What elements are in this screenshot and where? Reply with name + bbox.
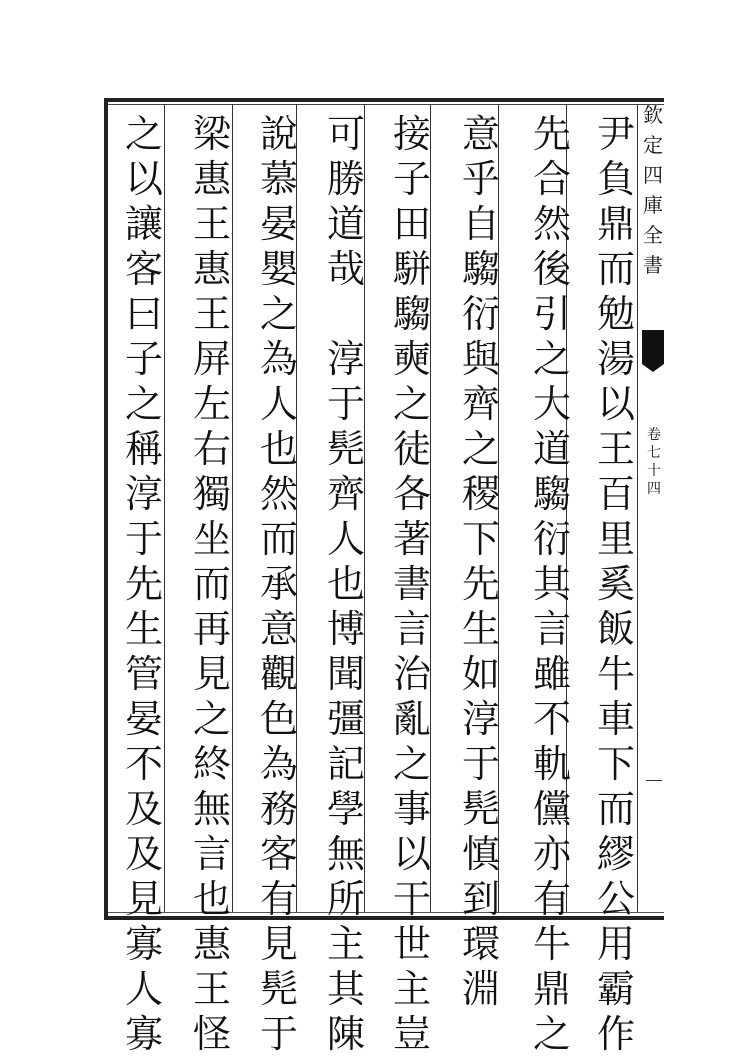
- glyph: 後: [532, 247, 571, 291]
- glyph: 左: [192, 382, 231, 426]
- margin-juan-number: [646, 426, 662, 498]
- glyph: 坐: [192, 517, 231, 561]
- glyph: 合: [532, 157, 571, 201]
- glyph: 右: [192, 427, 231, 471]
- glyph: 下: [461, 517, 500, 561]
- glyph: 慕: [259, 157, 298, 201]
- glyph: 用: [596, 922, 635, 966]
- margin-title-glyph: 全: [643, 223, 663, 247]
- glyph: 尹: [596, 112, 635, 156]
- glyph: 人: [326, 517, 365, 561]
- text-column-2: [524, 112, 580, 1057]
- glyph: 著: [392, 517, 431, 561]
- glyph: 各: [392, 472, 431, 516]
- glyph: 之: [392, 382, 431, 426]
- margin-title-glyph: 定: [643, 133, 663, 157]
- text-column-7: [184, 112, 240, 1057]
- glyph: 于: [124, 517, 163, 561]
- glyph: 之: [532, 337, 571, 381]
- glyph: 湯: [596, 337, 635, 381]
- glyph: 到: [461, 877, 500, 921]
- glyph: 記: [326, 742, 365, 786]
- glyph: 于: [461, 742, 500, 786]
- glyph: 霸: [596, 967, 635, 1011]
- glyph: 人: [124, 967, 163, 1011]
- glyph: 寡: [124, 922, 163, 966]
- glyph: 言: [192, 832, 231, 876]
- glyph: 齊: [461, 382, 500, 426]
- margin-juan-glyph: 十: [647, 463, 661, 479]
- text-column-6: [251, 112, 307, 1057]
- glyph: 惠: [192, 157, 231, 201]
- glyph: 彊: [326, 697, 365, 741]
- glyph: 嬰: [259, 247, 298, 291]
- glyph: 也: [192, 877, 231, 921]
- glyph: 下: [596, 742, 635, 786]
- lower-fishtail-mark: [646, 780, 662, 781]
- glyph: 之: [124, 382, 163, 426]
- glyph: 意: [461, 112, 500, 156]
- glyph: 勉: [596, 292, 635, 336]
- glyph: 稱: [124, 427, 163, 471]
- glyph: 淳: [124, 472, 163, 516]
- glyph: 先: [532, 112, 571, 156]
- glyph: 無: [326, 832, 365, 876]
- frame-left-border: [104, 98, 108, 920]
- margin-juan-glyph: 卷: [647, 427, 661, 443]
- glyph: 之: [461, 427, 500, 471]
- glyph: 再: [192, 607, 231, 651]
- glyph: 繆: [596, 832, 635, 876]
- glyph: 事: [392, 787, 431, 831]
- glyph: 博: [326, 607, 365, 651]
- glyph: 及: [124, 787, 163, 831]
- glyph: 為: [259, 337, 298, 381]
- glyph: 然: [532, 202, 571, 246]
- glyph: 作: [596, 1012, 635, 1056]
- glyph: 王: [192, 202, 231, 246]
- glyph: 然: [259, 472, 298, 516]
- glyph: 齊: [326, 472, 365, 516]
- glyph: 于: [259, 1012, 298, 1056]
- glyph: 髡: [461, 787, 500, 831]
- glyph: 儻: [532, 787, 571, 831]
- glyph: 衍: [461, 292, 500, 336]
- glyph: 王: [596, 427, 635, 471]
- margin-book-title: [642, 100, 664, 280]
- glyph: 有: [259, 877, 298, 921]
- glyph: 陳: [326, 1012, 365, 1056]
- glyph: 而: [596, 247, 635, 291]
- glyph: 所: [326, 877, 365, 921]
- glyph: 承: [259, 562, 298, 606]
- glyph: 奚: [596, 562, 635, 606]
- glyph: 言: [532, 607, 571, 651]
- glyph: 自: [461, 202, 500, 246]
- glyph: 不: [532, 697, 571, 741]
- glyph: 乎: [461, 157, 500, 201]
- glyph: 先: [461, 562, 500, 606]
- glyph: 曰: [124, 292, 163, 336]
- glyph: 王: [192, 292, 231, 336]
- glyph: 公: [596, 877, 635, 921]
- glyph: 衍: [532, 517, 571, 561]
- glyph: 百: [596, 472, 635, 516]
- glyph: 之: [532, 1012, 571, 1056]
- glyph: 屏: [192, 337, 231, 381]
- margin-title-glyph: 四: [643, 163, 663, 187]
- glyph: 雖: [532, 652, 571, 696]
- glyph: 豈: [392, 1012, 431, 1056]
- glyph: 生: [461, 607, 500, 651]
- glyph: 而: [596, 787, 635, 831]
- glyph: 哉: [326, 247, 365, 291]
- glyph: 亂: [392, 697, 431, 741]
- glyph: 而: [192, 562, 231, 606]
- glyph: 髡: [259, 967, 298, 1011]
- glyph: 髡: [326, 427, 365, 471]
- glyph: 亦: [532, 832, 571, 876]
- glyph: 寡: [124, 1012, 163, 1056]
- glyph: 牛: [532, 922, 571, 966]
- glyph: 道: [532, 427, 571, 471]
- frame-top-border: [104, 98, 664, 102]
- glyph: 牛: [596, 652, 635, 696]
- fishtail-mark: [642, 330, 664, 364]
- glyph: 淳: [326, 337, 365, 381]
- glyph: 以: [392, 832, 431, 876]
- glyph: 之: [259, 292, 298, 336]
- margin-juan-glyph: 四: [647, 481, 661, 497]
- glyph: 騶: [461, 247, 500, 291]
- glyph: 徒: [392, 427, 431, 471]
- glyph: 見: [192, 652, 231, 696]
- glyph: 奭: [392, 337, 431, 381]
- glyph: 之: [124, 112, 163, 156]
- glyph: 以: [124, 157, 163, 201]
- frame-top-inner-border: [104, 104, 664, 105]
- glyph: 意: [259, 607, 298, 651]
- glyph: 飯: [596, 607, 635, 651]
- glyph: 道: [326, 202, 365, 246]
- glyph: 而: [259, 517, 298, 561]
- glyph: 務: [259, 787, 298, 831]
- text-column-4: [384, 112, 440, 1057]
- glyph: 引: [532, 292, 571, 336]
- glyph: 環: [461, 922, 500, 966]
- glyph: 車: [596, 697, 635, 741]
- glyph: 惠: [192, 922, 231, 966]
- glyph: 書: [392, 562, 431, 606]
- glyph: 主: [392, 967, 431, 1011]
- glyph: 也: [326, 562, 365, 606]
- glyph: 田: [392, 202, 431, 246]
- glyph: 與: [461, 337, 500, 381]
- glyph: 怪: [192, 1012, 231, 1056]
- glyph: 讓: [124, 202, 163, 246]
- glyph: 不: [124, 742, 163, 786]
- glyph: 晏: [124, 697, 163, 741]
- margin-title-glyph: 庫: [643, 193, 663, 217]
- glyph: 騶: [392, 292, 431, 336]
- glyph: 大: [532, 382, 571, 426]
- margin-title-glyph: 書: [643, 253, 663, 277]
- glyph: 鼎: [596, 202, 635, 246]
- glyph: 騶: [532, 472, 571, 516]
- glyph: 終: [192, 742, 231, 786]
- glyph: 里: [596, 517, 635, 561]
- glyph: 及: [124, 832, 163, 876]
- glyph: 聞: [326, 652, 365, 696]
- glyph: 梁: [192, 112, 231, 156]
- glyph: 無: [192, 787, 231, 831]
- glyph: 獨: [192, 472, 231, 516]
- glyph: 為: [259, 742, 298, 786]
- glyph: 管: [124, 652, 163, 696]
- glyph: 先: [124, 562, 163, 606]
- glyph: 以: [596, 382, 635, 426]
- glyph: 之: [392, 742, 431, 786]
- glyph: 駢: [392, 247, 431, 291]
- glyph: 主: [326, 922, 365, 966]
- glyph: 如: [461, 652, 500, 696]
- glyph: 見: [259, 922, 298, 966]
- glyph: 說: [259, 112, 298, 156]
- glyph: 惠: [192, 247, 231, 291]
- glyph: 之: [192, 697, 231, 741]
- glyph: 軌: [532, 742, 571, 786]
- glyph: 可: [326, 112, 365, 156]
- glyph: 鼎: [532, 967, 571, 1011]
- margin-title-glyph: 欽: [643, 103, 663, 127]
- glyph: 負: [596, 157, 635, 201]
- glyph: 其: [326, 967, 365, 1011]
- glyph: 王: [192, 967, 231, 1011]
- glyph: 勝: [326, 157, 365, 201]
- glyph: 于: [326, 382, 365, 426]
- text-column-3: [453, 112, 509, 1012]
- glyph: 有: [532, 877, 571, 921]
- glyph: 干: [392, 877, 431, 921]
- glyph: 觀: [259, 652, 298, 696]
- glyph: 世: [392, 922, 431, 966]
- margin-juan-glyph: 七: [647, 445, 661, 461]
- glyph: 子: [124, 337, 163, 381]
- glyph: 客: [259, 832, 298, 876]
- text-column-8: [116, 112, 172, 1057]
- glyph: 淳: [461, 697, 500, 741]
- glyph: 見: [124, 877, 163, 921]
- glyph: 其: [532, 562, 571, 606]
- glyph: 淵: [461, 967, 500, 1011]
- glyph: 客: [124, 247, 163, 291]
- glyph: 子: [392, 157, 431, 201]
- glyph: 晏: [259, 202, 298, 246]
- glyph: 人: [259, 382, 298, 426]
- glyph: 也: [259, 427, 298, 471]
- glyph: [318, 292, 374, 337]
- glyph: 色: [259, 697, 298, 741]
- glyph: 言: [392, 607, 431, 651]
- glyph: 接: [392, 112, 431, 156]
- glyph: 學: [326, 787, 365, 831]
- text-column-1: [588, 112, 644, 1057]
- glyph: 治: [392, 652, 431, 696]
- glyph: 慎: [461, 832, 500, 876]
- text-column-5: [318, 112, 374, 1057]
- glyph: 稷: [461, 472, 500, 516]
- glyph: 生: [124, 607, 163, 651]
